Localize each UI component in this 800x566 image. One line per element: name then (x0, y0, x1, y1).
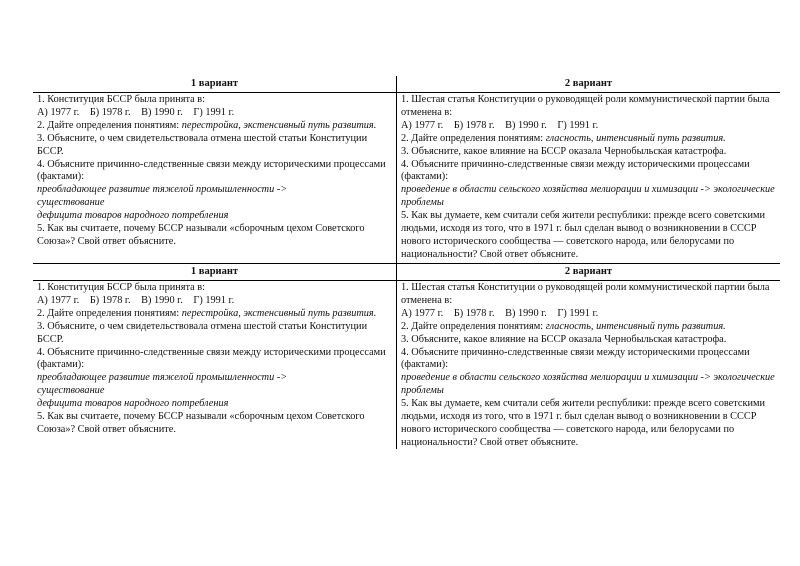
option-c: В) 1990 г. (505, 307, 547, 319)
question-5: 5. Как вы считаете, почему БССР называли «сборочным цехом Советского Союза»? Свой ответ объясните. (37, 411, 365, 435)
question-4-fact-2: дефицита товаров народного потребления (37, 398, 229, 410)
question-2-terms: перестройка, экстенсивный путь развития. (181, 119, 377, 131)
option-d: Г) 1991 г. (557, 307, 599, 319)
question-2-terms: гласность, интенсивный путь развития. (545, 132, 726, 144)
question-1: 1. Конституция БССР была принята в: (37, 94, 205, 105)
option-c: В) 1990 г. (141, 106, 183, 118)
question-4-fact-1: преобладающее развитие тяжелой промышленности -> существование (37, 372, 288, 397)
variant-1-questions (33, 93, 396, 263)
option-b: Б) 1978 г. (89, 106, 131, 118)
question-1-options (401, 120, 776, 133)
question-1: 1. Шестая статья Конституции о руководящей роли коммунистической партии была отменена в: (401, 94, 770, 118)
variants-body-row (33, 93, 780, 264)
question-3: 3. Объясните, о чем свидетельствовала отмена шестой статьи Конституции БССР. (37, 320, 368, 345)
question-3: 3. Объясните, какое влияние на БССР оказала Чернобыльская катастрофа. (401, 333, 727, 345)
question-2-prefix: 2. Дайте определения понятиям: (37, 119, 182, 131)
question-3: 3. Объясните, какое влияние на БССР оказала Чернобыльская катастрофа. (401, 145, 727, 157)
question-2 (37, 308, 392, 321)
question-1-options (401, 308, 776, 321)
question-4-fact-2: дефицита товаров народного потребления (37, 210, 229, 222)
question-2-terms: гласность, интенсивный путь развития. (545, 320, 726, 332)
question-4: 4. Объясните причинно-следственные связи между историческими процессами (фактами): (37, 346, 386, 371)
question-1-options (37, 107, 392, 120)
variants-header-row (33, 76, 780, 93)
question-1: 1. Шестая статья Конституции о руководящей роли коммунистической партии была отменена в: (401, 282, 770, 306)
option-c: В) 1990 г. (141, 294, 183, 306)
option-a: А) 1977 г. (401, 307, 444, 319)
question-5: 5. Как вы думаете, кем считали себя жители республики: прежде всего советскими людьми, исходя из того, что в 1971 г. был сделан вывод о возникновении в СССР нового исторического сообщества — советского народа, или белорусами по национальности? Свой ответ объясните. (401, 398, 765, 448)
question-3: 3. Объясните, о чем свидетельствовала отмена шестой статьи Конституции БССР. (37, 132, 368, 157)
variants-table-top (33, 76, 780, 264)
question-1: 1. Конституция БССР была принята в: (37, 282, 205, 293)
option-b: Б) 1978 г. (453, 119, 495, 131)
question-5: 5. Как вы считаете, почему БССР называли «сборочным цехом Советского Союза»? Свой ответ объясните. (37, 223, 365, 247)
option-d: Г) 1991 г. (193, 106, 235, 118)
question-2 (401, 133, 776, 146)
option-d: Г) 1991 г. (557, 119, 599, 131)
variants-header-row (33, 264, 780, 281)
variant-2-title: 2 вариант (396, 264, 780, 280)
question-2-terms: перестройка, экстенсивный путь развития. (181, 307, 377, 319)
variant-1-title: 1 вариант (190, 78, 239, 89)
question-4-fact-1: преобладающее развитие тяжелой промышленности -> существование (37, 184, 288, 209)
question-4: 4. Объясните причинно-следственные связи между историческими процессами (фактами): (37, 158, 386, 183)
question-1-options (37, 295, 392, 308)
question-4-fact-1: проведение в области сельского хозяйства мелиорации и химизации -> экологические проблемы (401, 372, 775, 397)
variants-table-bottom (33, 264, 780, 449)
option-b: Б) 1978 г. (453, 307, 495, 319)
question-5: 5. Как вы думаете, кем считали себя жители республики: прежде всего советскими людьми, исходя из того, что в 1971 г. был сделан вывод о возникновении в СССР нового исторического сообщества — советского народа, или белорусами по национальности? Свой ответ объясните. (401, 210, 765, 260)
option-a: А) 1977 г. (37, 106, 80, 118)
variant-2-title: 2 вариант (396, 76, 780, 92)
variant-1-questions (33, 281, 396, 449)
question-2 (37, 120, 392, 133)
variants-body-row (33, 281, 780, 449)
option-d: Г) 1991 г. (193, 294, 235, 306)
option-a: А) 1977 г. (37, 294, 80, 306)
variant-2-questions (396, 93, 780, 263)
option-a: А) 1977 г. (401, 119, 444, 131)
option-c: В) 1990 г. (505, 119, 547, 131)
question-2-prefix: 2. Дайте определения понятиям: (401, 320, 546, 332)
question-4-fact-1: проведение в области сельского хозяйства мелиорации и химизации -> экологические проблемы (401, 184, 775, 209)
variant-2-questions (396, 281, 780, 449)
variant-1-title: 1 вариант (190, 266, 239, 277)
question-2-prefix: 2. Дайте определения понятиям: (401, 132, 546, 144)
question-4: 4. Объясните причинно-следственные связи между историческими процессами (фактами): (401, 346, 750, 371)
option-b: Б) 1978 г. (89, 294, 131, 306)
question-2-prefix: 2. Дайте определения понятиям: (37, 307, 182, 319)
question-4: 4. Объясните причинно-следственные связи между историческими процессами (фактами): (401, 158, 750, 183)
question-2 (401, 321, 776, 334)
